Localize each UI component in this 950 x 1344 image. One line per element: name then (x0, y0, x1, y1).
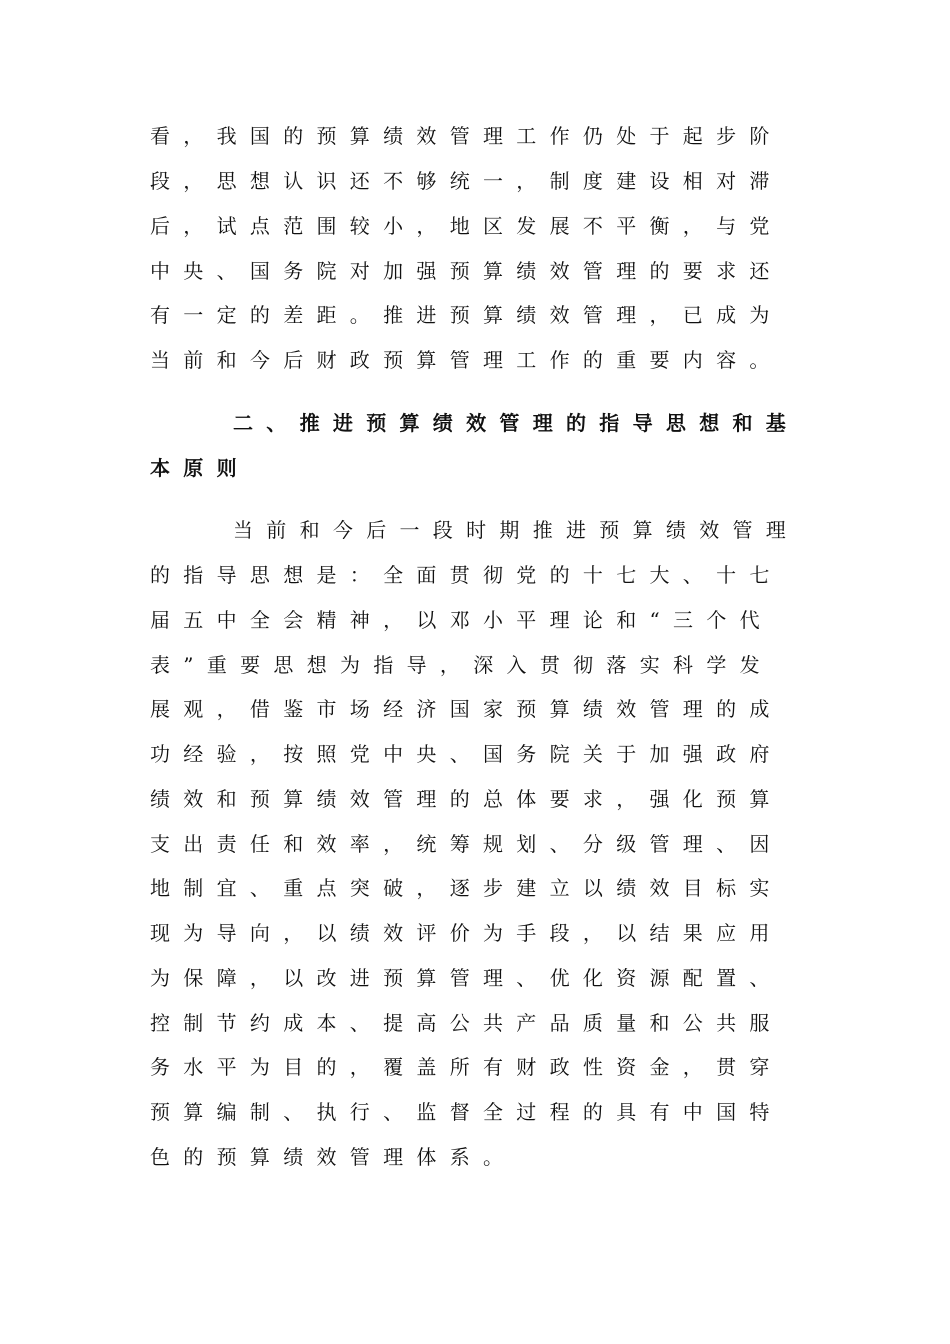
text-line: 当前和今后财政预算管理工作的重要内容。 (150, 348, 783, 372)
text-line: 现为导向，以绩效评价为手段，以结果应用 (150, 921, 783, 945)
text-line: 表”重要思想为指导，深入贯彻落实科学发 (150, 653, 773, 677)
text-line: 色的预算绩效管理体系。 (150, 1145, 517, 1169)
text-line: 功经验，按照党中央、国务院关于加强政府 (150, 742, 783, 766)
text-line: 后，试点范围较小，地区发展不平衡，与党 (150, 214, 783, 238)
text-line: 当前和今后一段时期推进预算绩效管理 (233, 518, 800, 542)
text-line: 届五中全会精神，以邓小平理论和“三个代 (150, 608, 773, 632)
text-line: 控制节约成本、提高公共产品质量和公共服 (150, 1011, 783, 1035)
text-line: 支出责任和效率，统筹规划、分级管理、因 (150, 832, 783, 856)
text-line: 务水平为目的，覆盖所有财政性资金，贯穿 (150, 1055, 783, 1079)
text-line: 为保障，以改进预算管理、优化资源配置、 (150, 966, 783, 990)
text-line: 中央、国务院对加强预算绩效管理的要求还 (150, 259, 783, 283)
text-line: 绩效和预算绩效管理的总体要求，强化预算 (150, 787, 783, 811)
text-line: 的指导思想是：全面贯彻党的十七大、十七 (150, 563, 783, 587)
text-line: 展观，借鉴市场经济国家预算绩效管理的成 (150, 697, 783, 721)
text-line: 段，思想认识还不够统一，制度建设相对滞 (150, 169, 783, 193)
text-line: 预算编制、执行、监督全过程的具有中国特 (150, 1100, 783, 1124)
heading-line: 二、推进预算绩效管理的指导思想和基 (233, 411, 800, 435)
heading-line: 本原则 (150, 456, 250, 480)
text-line: 地制宜、重点突破，逐步建立以绩效目标实 (150, 876, 783, 900)
text-line: 看，我国的预算绩效管理工作仍处于起步阶 (150, 124, 783, 148)
text-line: 有一定的差距。推进预算绩效管理，已成为 (150, 303, 783, 327)
